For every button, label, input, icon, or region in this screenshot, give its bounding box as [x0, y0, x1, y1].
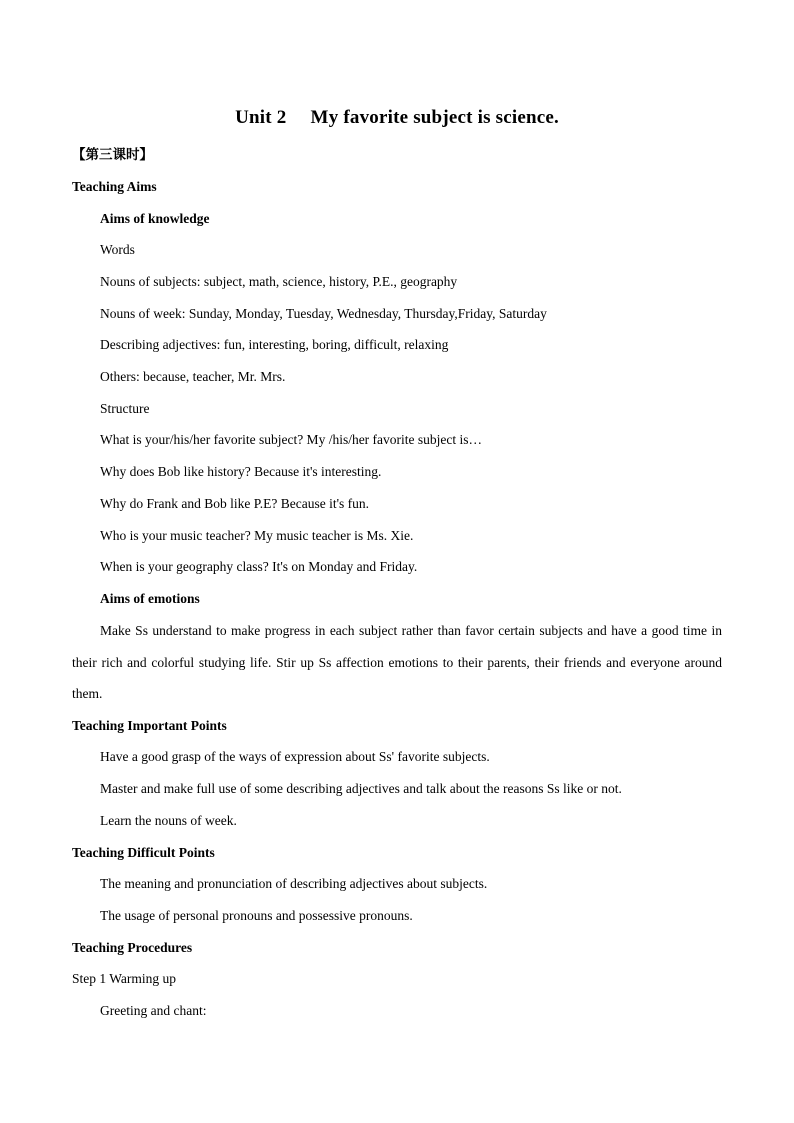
- text-line: The usage of personal pronouns and possessive pronouns.: [100, 908, 413, 923]
- text-line: Master and make full use of some describing adjectives and talk about the reasons Ss like or not.: [100, 781, 622, 796]
- text-line: Have a good grasp of the ways of expression about Ss' favorite subjects.: [100, 749, 490, 764]
- text-line: Structure: [100, 401, 150, 416]
- text-line: Nouns of week: Sunday, Monday, Tuesday, Wednesday, Thursday,Friday, Saturday: [100, 306, 547, 321]
- text-line: Words: [100, 242, 135, 257]
- text-line: The meaning and pronunciation of describing adjectives about subjects.: [100, 876, 488, 891]
- subheading-aims-of-knowledge: Aims of knowledge: [100, 211, 210, 226]
- text-line: Learn the nouns of week.: [100, 813, 237, 828]
- text-line: Describing adjectives: fun, interesting, boring, difficult, relaxing: [100, 337, 449, 352]
- emotions-paragraph: Make Ss understand to make progress in each subject rather than favor certain subjects and have a good time in their rich and colorful studying life. Stir up Ss affection emotions to their parents, their friends and everyone around them.: [72, 623, 722, 702]
- text-line: Nouns of subjects: subject, math, science, history, P.E., geography: [100, 274, 458, 289]
- text-line: Who is your music teacher? My music teacher is Ms. Xie.: [100, 528, 414, 543]
- text-line: When is your geography class? It's on Monday and Friday.: [100, 559, 418, 574]
- text-line: What is your/his/her favorite subject? My /his/her favorite subject is…: [100, 432, 483, 447]
- text-line: Why does Bob like history? Because it's interesting.: [100, 464, 382, 479]
- heading-teaching-aims: Teaching Aims: [72, 179, 157, 194]
- heading-difficult-points: Teaching Difficult Points: [72, 845, 215, 860]
- lesson-tag: 【第三课时】: [72, 147, 153, 162]
- page-title: Unit 2 My favorite subject is science.: [235, 107, 559, 128]
- text-line: Why do Frank and Bob like P.E? Because it's fun.: [100, 496, 370, 511]
- heading-teaching-procedures: Teaching Procedures: [72, 940, 193, 955]
- heading-important-points: Teaching Important Points: [72, 718, 227, 733]
- text-line: Others: because, teacher, Mr. Mrs.: [100, 369, 286, 384]
- text-line: Greeting and chant:: [100, 1003, 207, 1018]
- subheading-aims-of-emotions: Aims of emotions: [100, 591, 200, 606]
- step-line: Step 1 Warming up: [72, 971, 177, 986]
